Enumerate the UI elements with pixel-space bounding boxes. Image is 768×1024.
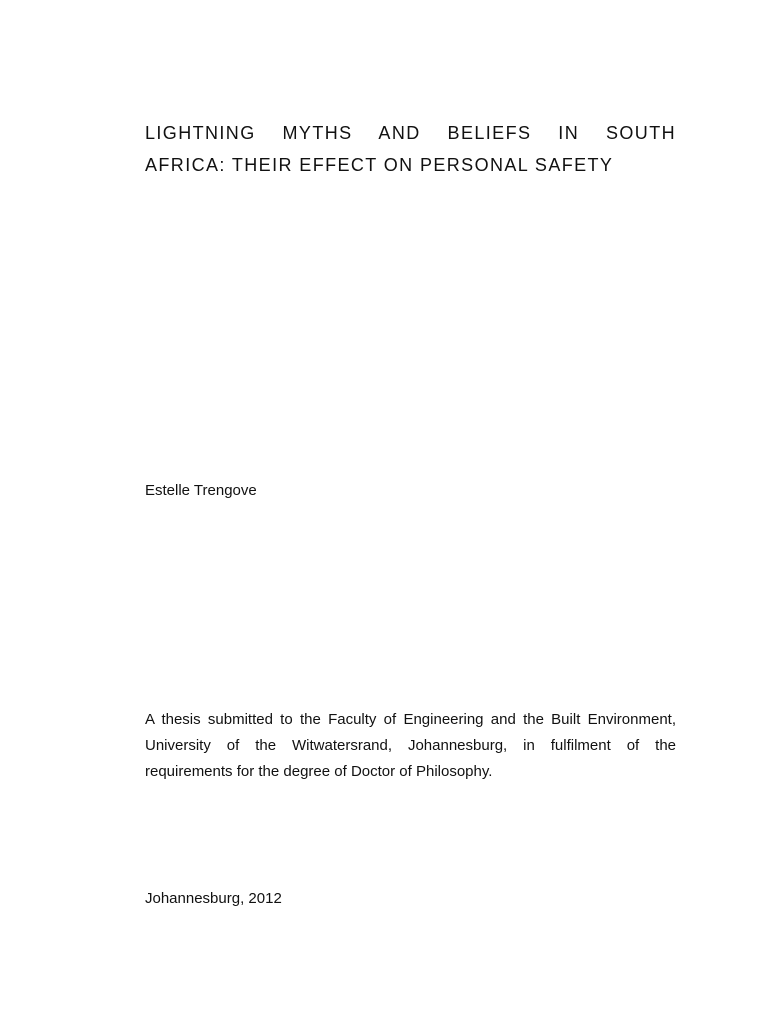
thesis-statement-line-1: A thesis submitted to the Faculty of Engineering and the Built Environment, — [145, 711, 676, 728]
author-name: Estelle Trengove — [145, 482, 257, 499]
thesis-title-line-1: LIGHTNING MYTHS AND BELIEFS IN SOUTH — [145, 123, 676, 143]
thesis-statement-line-2: University of the Witwatersrand, Johannesburg, in fulfilment of the — [145, 737, 676, 754]
place-and-year: Johannesburg, 2012 — [145, 890, 282, 907]
thesis-statement-line-3: requirements for the degree of Doctor of Philosophy. — [145, 763, 493, 780]
thesis-title-line-2: AFRICA: THEIR EFFECT ON PERSONAL SAFETY — [145, 155, 614, 175]
thesis-statement — [145, 707, 676, 785]
thesis-title — [145, 117, 676, 181]
